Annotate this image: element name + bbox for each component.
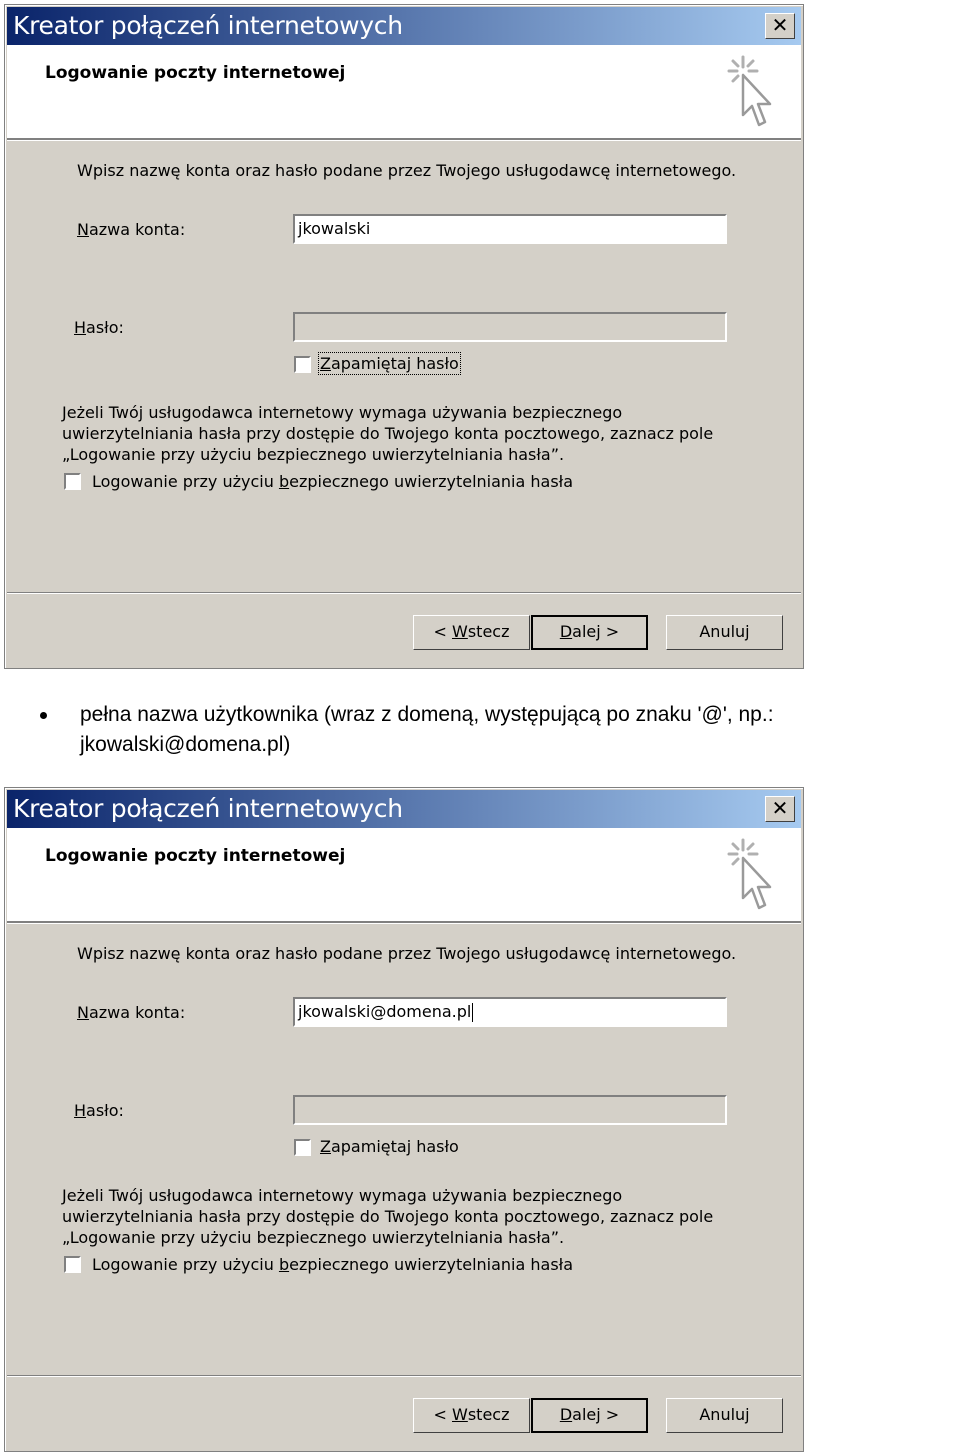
wizard-content [5,923,803,1373]
close-icon: ✕ [771,796,789,820]
back-button[interactable]: < Wstecz [413,1398,530,1433]
wizard-header [7,45,801,140]
wizard-cursor-icon [723,53,783,135]
button-separator [7,592,801,594]
header-title: Logowanie poczty internetowej [45,846,346,866]
cancel-button[interactable]: Anuluj [666,615,783,650]
close-icon: ✕ [771,13,789,37]
wizard-header [7,828,801,923]
remember-password-label[interactable]: Zapamiętaj hasło [320,1137,459,1156]
bullet-text-line2: jkowalski@domena.pl) [80,733,291,756]
title-bar[interactable] [7,790,801,828]
password-label: Hasło: [74,318,124,337]
account-name-input[interactable]: jkowalski@domena.pl [293,997,727,1027]
spa-description: Jeżeli Twój usługodawca internetowy wymaga używania bezpiecznego uwierzytelniania hasła przy dostępie do Twojego konta pocztowego, zaznacz pole „Logowanie przy użyciu bezpiecznego uwierzytelniania hasła”. [62,1186,714,1247]
window-title: Kreator połączeń internetowych [13,794,403,823]
window-title: Kreator połączeń internetowych [13,11,403,40]
button-separator [7,1375,801,1377]
password-label: Hasło: [74,1101,124,1120]
remember-password-checkbox[interactable] [294,356,311,373]
wizard-cursor-icon [723,836,783,918]
instruction-text: Wpisz nazwę konta oraz hasło podane przez Twojego usługodawcę internetowego. [77,944,737,963]
remember-password-checkbox[interactable] [294,1139,311,1156]
next-button[interactable]: Dalej > [531,1398,648,1433]
account-name-label: Nazwa konta: [77,220,186,239]
close-button[interactable] [765,13,795,39]
account-name-input[interactable]: jkowalski [293,214,727,244]
bullet-icon [40,712,47,719]
account-name-label: Nazwa konta: [77,1003,186,1022]
header-title: Logowanie poczty internetowej [45,63,346,83]
spa-checkbox-label[interactable]: Logowanie przy użyciu bezpiecznego uwierzytelniania hasła [92,472,574,491]
title-bar[interactable] [7,7,801,45]
text-cursor [472,1003,473,1022]
remember-password-label[interactable]: Zapamiętaj hasło [320,354,459,373]
close-button[interactable] [765,796,795,822]
instruction-text: Wpisz nazwę konta oraz hasło podane przez Twojego usługodawcę internetowego. [77,161,737,180]
password-input[interactable] [293,1095,727,1125]
wizard-dialog-1 [4,4,804,669]
back-button[interactable]: < Wstecz [413,615,530,650]
bullet-text-line1: pełna nazwa użytkownika (wraz z domeną, występującą po znaku '@', np.: [80,703,774,726]
spa-checkbox-label[interactable]: Logowanie przy użyciu bezpiecznego uwierzytelniania hasła [92,1255,574,1274]
spa-checkbox[interactable] [64,1256,81,1273]
wizard-content [5,140,803,590]
spa-description: Jeżeli Twój usługodawca internetowy wymaga używania bezpiecznego uwierzytelniania hasła przy dostępie do Twojego konta pocztowego, zaznacz pole „Logowanie przy użyciu bezpiecznego uwierzytelniania hasła”. [62,403,714,464]
next-button[interactable]: Dalej > [531,615,648,650]
spa-checkbox[interactable] [64,473,81,490]
wizard-dialog-2 [4,787,804,1452]
cancel-button[interactable]: Anuluj [666,1398,783,1433]
password-input[interactable] [293,312,727,342]
